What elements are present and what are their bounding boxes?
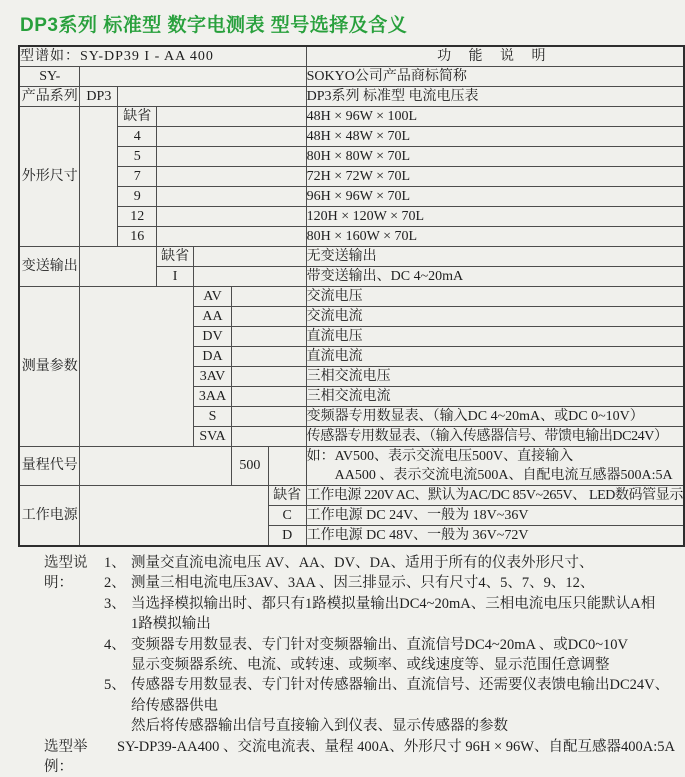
- series-code: DP3: [80, 87, 118, 107]
- spacer-cell: [80, 486, 268, 547]
- table-header-row: [19, 46, 684, 67]
- spacer-cell: [80, 447, 231, 486]
- spacer-cell: [157, 227, 306, 247]
- measure-desc: 传感器专用数显表、（输入传感器信号、带馈电输出DC24V）: [306, 427, 684, 447]
- power-code: C: [268, 506, 306, 526]
- spacer-cell: [194, 247, 307, 267]
- series-row: [19, 87, 684, 107]
- measure-code: 3AV: [194, 367, 232, 387]
- measure-desc: 变频器专用数显表、（输入DC 4~20mA、或DC 0~10V）: [306, 407, 684, 427]
- transmit-desc: 无变送输出: [306, 247, 684, 267]
- transmit-code: I: [157, 267, 194, 287]
- transmit-row: [19, 247, 684, 267]
- transmit-desc: 带变送输出、DC 4~20mA: [306, 267, 684, 287]
- spacer-cell: [231, 327, 306, 347]
- power-desc: 工作电源 220V AC、默认为AC/DC 85V~265V、 LED数码管显示: [306, 486, 684, 506]
- spacer-cell: [268, 447, 306, 486]
- power-code: 缺省: [268, 486, 306, 506]
- note-number: 3、: [104, 595, 126, 612]
- size-desc: 80H × 160W × 70L: [306, 227, 684, 247]
- size-row: [19, 207, 684, 227]
- range-desc-line1: 如：AV500、表示交流电压500V、直接输入: [306, 449, 574, 464]
- brand-desc: SOKYO公司产品商标简称: [306, 67, 684, 87]
- measure-code: 3AA: [194, 387, 232, 407]
- range-code: 500: [231, 447, 268, 486]
- measure-row: [19, 287, 684, 307]
- model-selection-table: [18, 45, 685, 547]
- size-desc: 96H × 96W × 70L: [306, 187, 684, 207]
- size-code: 16: [118, 227, 157, 247]
- size-desc: 120H × 120W × 70L: [306, 207, 684, 227]
- brand-label: SY-: [19, 67, 80, 87]
- series-label: 产品系列: [19, 87, 80, 107]
- measure-code: DA: [194, 347, 232, 367]
- spacer-cell: [80, 107, 118, 247]
- size-row: [19, 127, 684, 147]
- power-desc: 工作电源 DC 48V、一般为 36V~72V: [306, 526, 684, 547]
- size-row: [19, 147, 684, 167]
- brand-row: [19, 67, 684, 87]
- measure-code: AV: [194, 287, 232, 307]
- note-line: 当选择模拟输出时、都只有1路模拟量输出DC4~20mA、三相电流电压只能默认A相: [131, 595, 656, 612]
- note-line: 给传感器供电: [131, 697, 218, 714]
- size-desc: 72H × 72W × 70L: [306, 167, 684, 187]
- note-line: 1路模拟输出: [131, 616, 211, 633]
- notes-label: 选型说明：: [44, 555, 88, 592]
- size-row: [19, 167, 684, 187]
- spacer-cell: [80, 247, 157, 287]
- size-code: 12: [118, 207, 157, 227]
- spacer-cell: [157, 187, 306, 207]
- spacer-cell: [231, 287, 306, 307]
- spacer-cell: [231, 427, 306, 447]
- measure-desc: 交流电流: [306, 307, 684, 327]
- measure-desc: 直流电压: [306, 327, 684, 347]
- measure-code: SVA: [194, 427, 232, 447]
- note-item: [104, 553, 685, 573]
- spacer-cell: [157, 127, 306, 147]
- measure-desc: 三相交流电流: [306, 387, 684, 407]
- note-line: 显示变频器系统、电流、或转速、或频率、或线速度等、显示范围任意调整: [131, 657, 610, 674]
- note-line: 传感器专用数显表、专门针对传感器输出、直流信号、还需要仪表馈电输出DC24V、: [131, 677, 670, 694]
- spacer-cell: [80, 67, 306, 87]
- size-code: 缺省: [118, 107, 157, 127]
- measure-code: S: [194, 407, 232, 427]
- spacer-cell: [231, 367, 306, 387]
- size-code: 4: [118, 127, 157, 147]
- spacer-cell: [157, 147, 306, 167]
- spacer-cell: [231, 387, 306, 407]
- measure-desc: 直流电流: [306, 347, 684, 367]
- range-desc: [306, 447, 684, 486]
- power-row: [19, 486, 684, 506]
- page-title: DP3系列 标准型 数字电测表 型号选择及含义: [20, 15, 408, 36]
- note-item: [104, 635, 685, 676]
- size-desc: 80H × 80W × 70L: [306, 147, 684, 167]
- size-row: [19, 227, 684, 247]
- range-label: 量程代号: [19, 447, 80, 486]
- size-code: 5: [118, 147, 157, 167]
- spacer-cell: [231, 407, 306, 427]
- spacer-cell: [80, 287, 194, 447]
- measure-code: AA: [194, 307, 232, 327]
- size-code: 9: [118, 187, 157, 207]
- measure-desc: 交流电压: [306, 287, 684, 307]
- spacer-cell: [194, 267, 307, 287]
- selection-example: [44, 737, 685, 777]
- note-line: 测量三相电流电压3AV、3AA 、因三排显示、只有尺寸4、5、7、9、12、: [131, 575, 595, 592]
- size-code: 7: [118, 167, 157, 187]
- size-label: 外形尺寸: [19, 107, 80, 247]
- note-line: 测量交直流电流电压 AV、AA、DV、DA、适用于所有的仪表外形尺寸、: [131, 555, 594, 571]
- series-desc: DP3系列 标准型 电流电压表: [306, 87, 684, 107]
- size-desc: 48H × 48W × 70L: [306, 127, 684, 147]
- example-label: 选型举例：: [44, 738, 88, 776]
- measure-label: 测量参数: [19, 287, 80, 447]
- selection-notes: [44, 553, 685, 777]
- spacer-cell: [231, 347, 306, 367]
- note-item: [104, 594, 685, 635]
- note-number: 5、: [104, 677, 126, 694]
- note-line: 变频器专用数显表、专门针对变频器输出、直流信号DC4~20mA 、或DC0~10V: [131, 636, 629, 653]
- power-label: 工作电源: [19, 486, 80, 547]
- model-spectrum-header: 型谱如：SY-DP39 I - AA 400: [19, 46, 306, 67]
- example-text: SY-DP39-AA400 、交流电流表、量程 400A、外形尺寸 96H × 96W、自配互感器400A:5A: [117, 738, 675, 755]
- note-item: [104, 675, 685, 736]
- transmit-label: 变送输出: [19, 247, 80, 287]
- note-number: 2、: [104, 575, 126, 592]
- note-number: 1、: [104, 555, 126, 571]
- function-description-header: 功 能 说 明: [306, 46, 684, 67]
- spacer-cell: [157, 107, 306, 127]
- size-desc: 48H × 96W × 100L: [306, 107, 684, 127]
- size-row: [19, 187, 684, 207]
- spacer-cell: [157, 167, 306, 187]
- spacer-cell: [231, 307, 306, 327]
- measure-desc: 三相交流电压: [306, 367, 684, 387]
- note-line: 然后将传感器输出信号直接输入到仪表、显示传感器的参数: [131, 718, 508, 735]
- transmit-code: 缺省: [157, 247, 194, 267]
- size-row: [19, 107, 684, 127]
- spacer-cell: [118, 87, 306, 107]
- note-number: 4、: [104, 636, 126, 653]
- range-row: [19, 447, 684, 486]
- range-desc-line2: AA500 、表示交流电流500A、自配电流互感器500A:5A: [334, 468, 673, 483]
- spacer-cell: [157, 207, 306, 227]
- power-code: D: [268, 526, 306, 547]
- power-desc: 工作电源 DC 24V、一般为 18V~36V: [306, 506, 684, 526]
- note-item: [104, 573, 685, 593]
- measure-code: DV: [194, 327, 232, 347]
